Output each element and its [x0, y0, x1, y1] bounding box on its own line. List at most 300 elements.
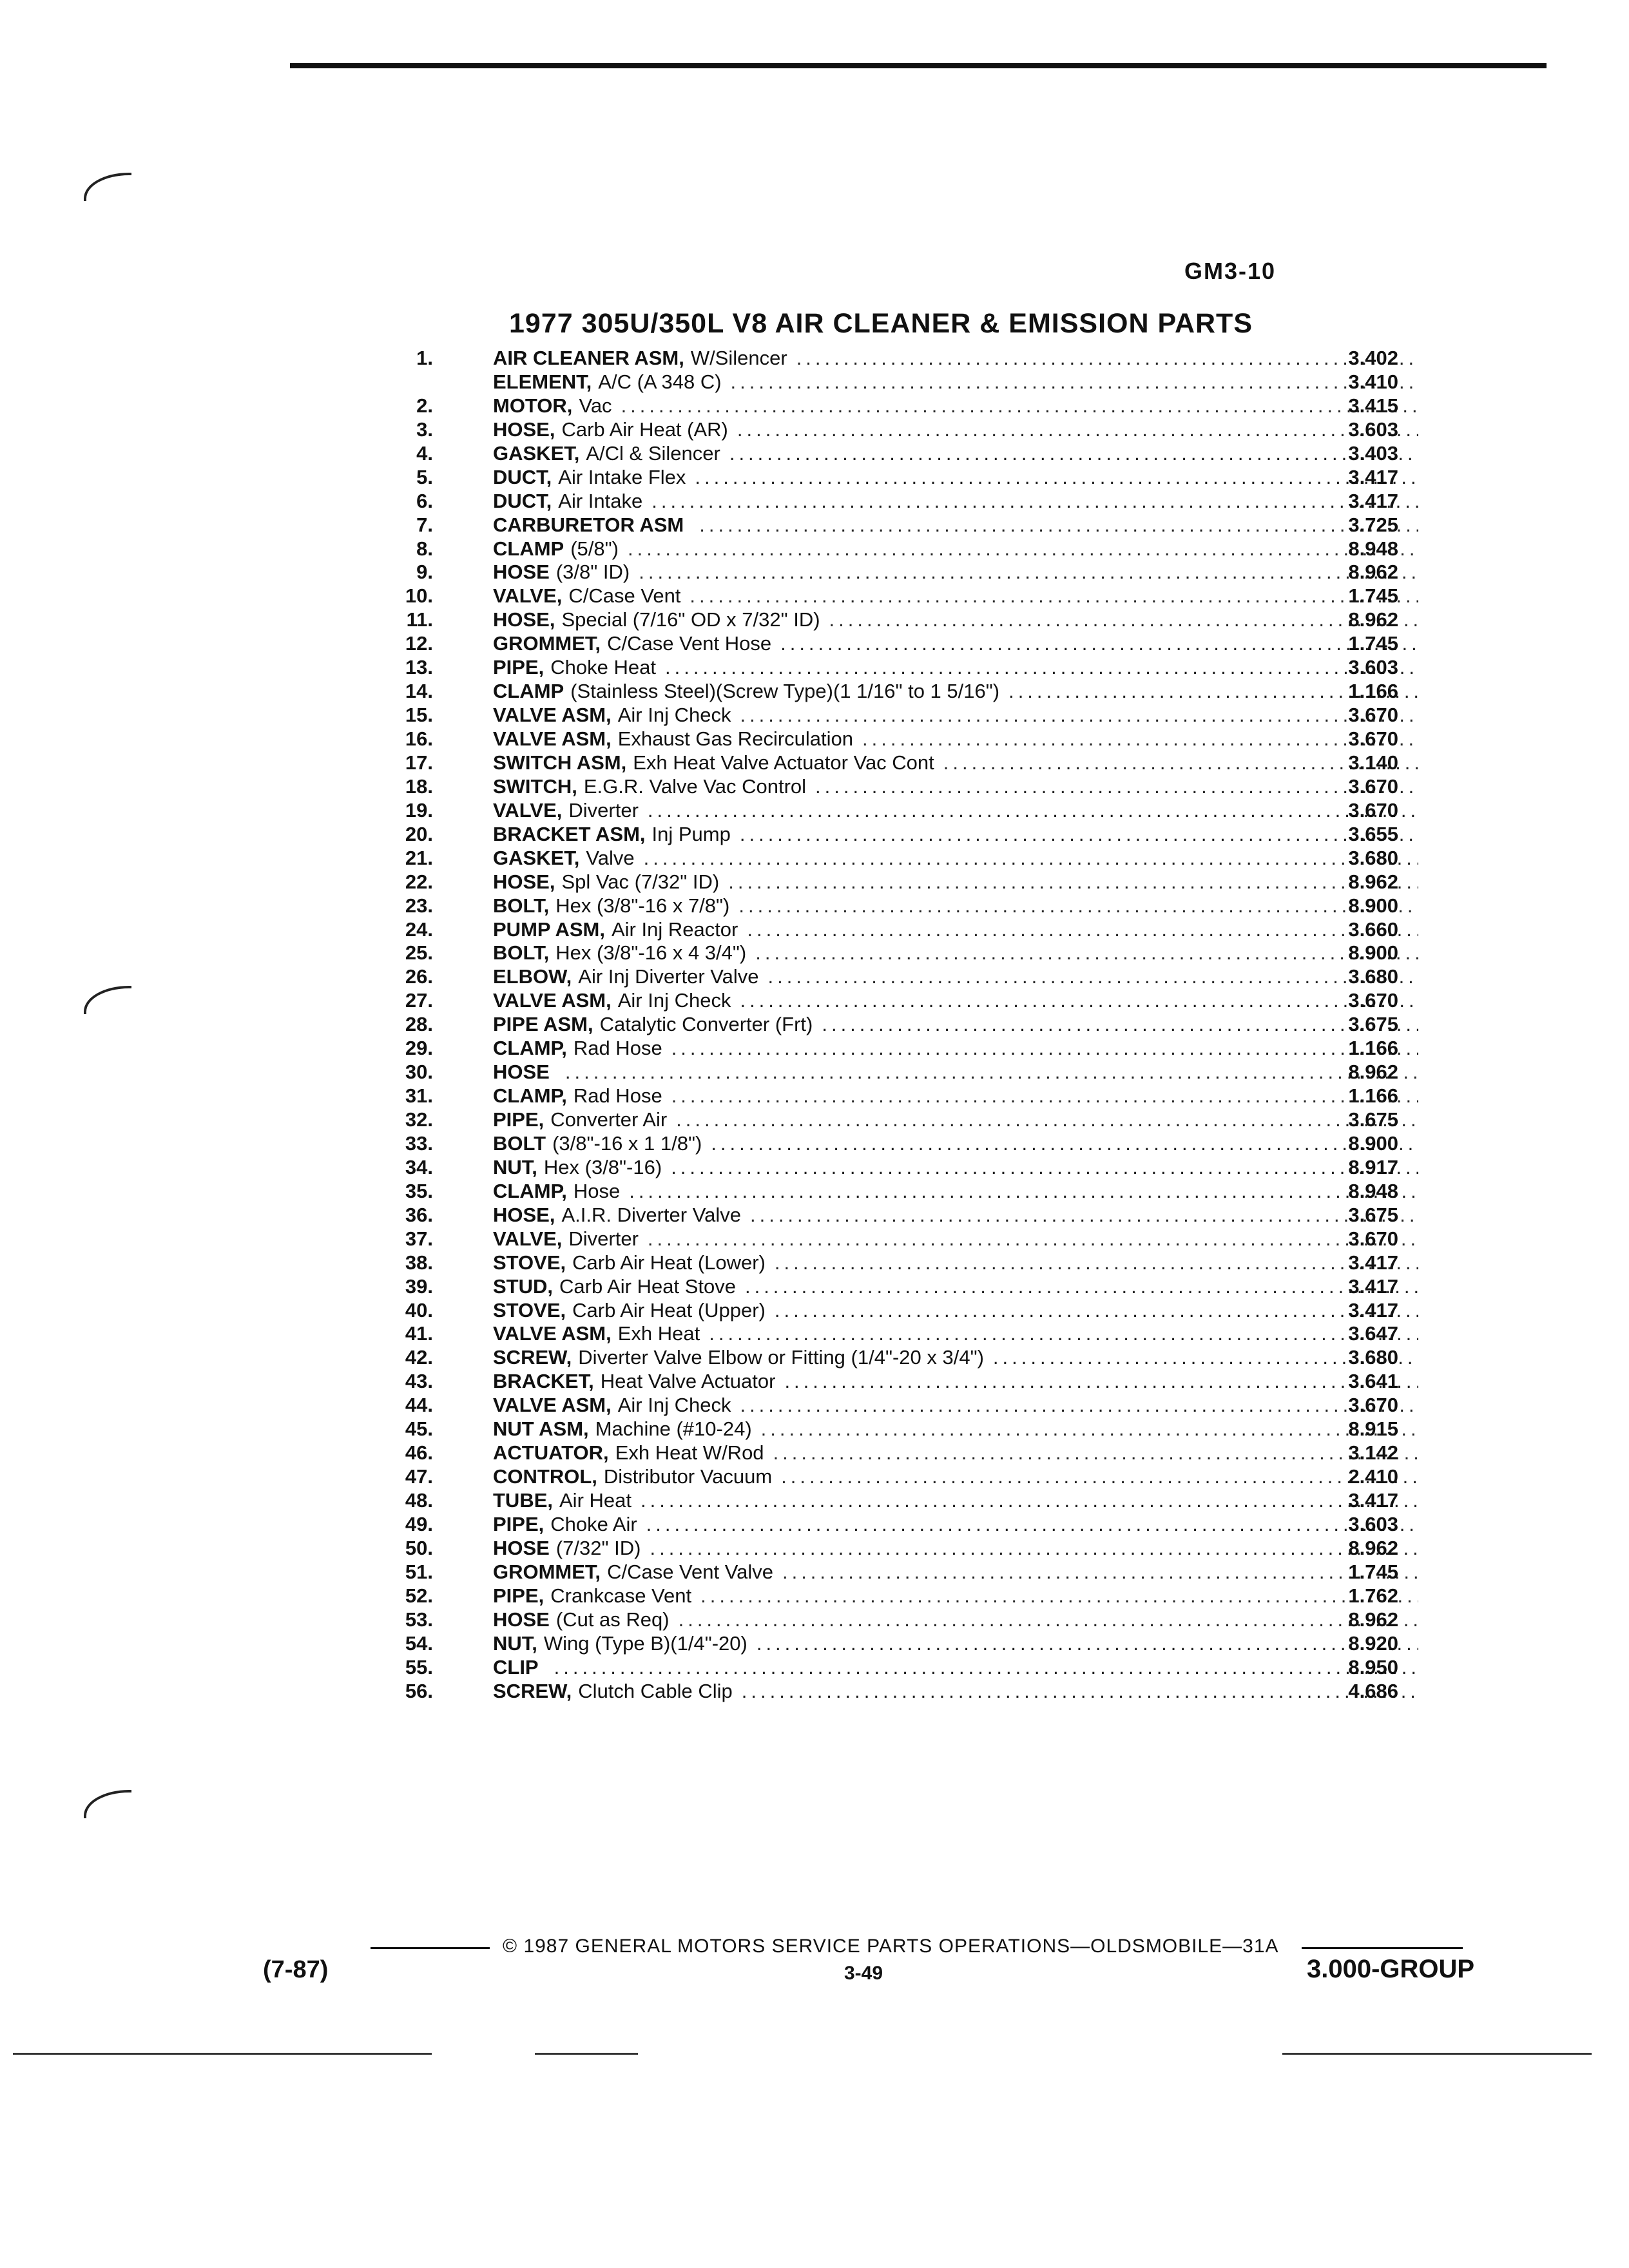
part-name: BRACKET ASM, — [493, 822, 646, 845]
leader-dots — [650, 1537, 1418, 1561]
part-row — [361, 513, 1398, 537]
part-description — [493, 1632, 1427, 1656]
leader-dots — [628, 537, 1418, 561]
part-name: BOLT, — [493, 941, 550, 965]
part-number: 30. — [405, 1061, 433, 1084]
part-description — [493, 1204, 1427, 1227]
group-number: 3.140 — [1348, 751, 1398, 774]
part-spec: A.I.R. Diverter Valve — [561, 1203, 741, 1226]
group-number: 3.402 — [1348, 347, 1398, 369]
group-number: 8.920 — [1348, 1631, 1398, 1655]
bottom-rule — [1282, 2053, 1592, 2055]
part-number: 35. — [405, 1179, 433, 1202]
part-row — [361, 774, 1398, 799]
group-number: 8.900 — [1348, 894, 1398, 917]
group-number: 3.675 — [1348, 1203, 1398, 1226]
part-name: BRACKET, — [493, 1370, 594, 1393]
part-row — [361, 798, 1398, 823]
part-spec: E.G.R. Valve Vac Control — [583, 774, 807, 798]
part-number: 4. — [416, 441, 433, 465]
part-number: 10. — [405, 584, 433, 608]
part-name: HOSE — [493, 561, 550, 584]
part-description — [493, 680, 1427, 704]
part-number: 7. — [416, 513, 433, 536]
part-name: GROMMET, — [493, 1560, 601, 1583]
part-number: 16. — [405, 727, 433, 750]
part-name: NUT, — [493, 1155, 537, 1178]
part-number: 51. — [405, 1560, 433, 1583]
part-spec: Diverter — [568, 1227, 639, 1250]
part-row — [361, 1418, 1398, 1441]
part-row — [361, 1394, 1398, 1418]
part-description — [493, 1346, 1427, 1370]
part-number: 18. — [405, 774, 433, 798]
part-number: 2. — [416, 394, 433, 417]
group-number: 3.417 — [1348, 1489, 1398, 1512]
part-name: CONTROL, — [493, 1465, 597, 1488]
leader-dots — [738, 894, 1418, 918]
part-description — [493, 1441, 1427, 1465]
part-number: 44. — [405, 1394, 433, 1417]
leader-dots — [740, 704, 1418, 727]
part-description — [493, 1513, 1427, 1537]
footer-rule-right — [1302, 1947, 1463, 1949]
part-spec: Clutch Cable Clip — [578, 1679, 733, 1702]
part-description — [493, 965, 1427, 989]
group-number: 1.166 — [1348, 1084, 1398, 1108]
part-name: GASKET, — [493, 846, 580, 869]
leader-dots — [639, 561, 1418, 584]
part-spec: Exhaust Gas Recirculation — [617, 727, 853, 750]
part-number: 22. — [405, 870, 433, 893]
part-spec: (7/32" ID) — [555, 1536, 641, 1559]
part-number: 20. — [405, 822, 433, 845]
part-description — [493, 823, 1427, 847]
part-number: 45. — [405, 1418, 433, 1441]
part-number: 6. — [416, 489, 433, 512]
group-number: 4.686 — [1348, 1679, 1398, 1702]
part-description — [493, 989, 1427, 1013]
part-row — [361, 1370, 1398, 1394]
part-row — [361, 537, 1398, 561]
part-description — [493, 847, 1427, 870]
part-number: 49. — [405, 1512, 433, 1535]
part-number: 14. — [405, 680, 433, 703]
group-number: 8.962 — [1348, 561, 1398, 584]
part-name: CLAMP — [493, 537, 564, 560]
part-name: PIPE ASM, — [493, 1013, 593, 1036]
group-number: 3.417 — [1348, 1298, 1398, 1321]
part-row — [361, 489, 1398, 514]
leader-dots — [761, 1418, 1418, 1441]
part-spec: (Cut as Req) — [555, 1608, 670, 1631]
part-number: 41. — [405, 1322, 433, 1345]
part-name: HOSE, — [493, 418, 555, 441]
part-row — [361, 704, 1398, 727]
part-description — [493, 1108, 1427, 1132]
leader-dots — [700, 1584, 1418, 1608]
part-row — [361, 394, 1398, 418]
part-description — [493, 751, 1427, 775]
part-spec: (3/8" ID) — [555, 561, 630, 584]
part-row — [361, 608, 1398, 632]
part-name: CLAMP, — [493, 1037, 567, 1060]
part-row — [361, 418, 1398, 442]
part-number: 21. — [405, 846, 433, 869]
leader-dots — [740, 1394, 1418, 1418]
leader-dots — [665, 656, 1418, 680]
leader-dots — [695, 466, 1418, 490]
part-spec: Hose — [573, 1179, 621, 1202]
part-name: STUD, — [493, 1274, 553, 1298]
part-spec: Hex (3/8"-16 x 7/8") — [555, 894, 730, 917]
leader-dots — [740, 989, 1418, 1013]
part-name: VALVE, — [493, 584, 563, 608]
part-name: BOLT — [493, 1131, 546, 1155]
group-number: 3.417 — [1348, 489, 1398, 512]
part-spec: C/Case Vent Valve — [607, 1560, 773, 1583]
part-description — [493, 514, 1427, 537]
part-name: CARBURETOR ASM — [493, 513, 684, 536]
footer-rule-left — [371, 1947, 490, 1949]
part-description — [493, 1394, 1427, 1418]
part-description — [493, 727, 1427, 751]
part-number: 34. — [405, 1155, 433, 1178]
part-row — [361, 1227, 1398, 1251]
part-description — [493, 1608, 1427, 1632]
group-number: 8.917 — [1348, 1155, 1398, 1178]
part-row — [361, 465, 1398, 490]
part-row — [361, 1560, 1398, 1584]
part-number: 5. — [416, 465, 433, 488]
margin-mark — [84, 173, 131, 201]
part-number: 53. — [405, 1608, 433, 1631]
part-number: 46. — [405, 1441, 433, 1465]
part-description — [493, 1465, 1427, 1489]
part-row — [361, 632, 1398, 656]
part-description — [493, 1656, 1427, 1680]
part-number: 40. — [405, 1298, 433, 1321]
leader-dots — [644, 847, 1418, 870]
part-spec: Carb Air Heat (Upper) — [572, 1298, 766, 1321]
part-number: 11. — [406, 608, 433, 631]
part-row — [361, 1131, 1398, 1156]
part-name: HOSE, — [493, 870, 555, 893]
parts-list — [361, 347, 1398, 1703]
part-name: TUBE, — [493, 1489, 553, 1512]
part-row — [361, 680, 1398, 704]
group-number: 8.948 — [1348, 1179, 1398, 1202]
part-description — [493, 1299, 1427, 1323]
group-number: 8.962 — [1348, 870, 1398, 893]
part-row — [361, 1465, 1398, 1489]
part-number: 33. — [405, 1131, 433, 1155]
part-spec: Machine (#10-24) — [595, 1418, 752, 1441]
margin-mark — [84, 1790, 131, 1818]
group-number: 2.410 — [1348, 1465, 1398, 1488]
part-description — [493, 1489, 1427, 1513]
part-spec: A/Cl & Silencer — [586, 441, 720, 465]
footer-date-code: (7-87) — [263, 1956, 329, 1983]
part-number: 56. — [405, 1679, 433, 1702]
leader-dots — [679, 1608, 1418, 1632]
part-row — [361, 1251, 1398, 1275]
group-number: 1.745 — [1348, 632, 1398, 655]
part-name: ELEMENT, — [493, 370, 592, 393]
group-number: 8.900 — [1348, 1131, 1398, 1155]
group-number: 1.745 — [1348, 584, 1398, 608]
part-number: 15. — [405, 704, 433, 727]
part-description — [493, 870, 1427, 894]
part-name: CLAMP, — [493, 1084, 567, 1108]
part-row — [361, 1346, 1398, 1370]
part-description — [493, 466, 1427, 490]
group-number: 1.166 — [1348, 680, 1398, 703]
footer-group: 3.000-GROUP — [1307, 1955, 1475, 1983]
group-number: 8.962 — [1348, 1608, 1398, 1631]
leader-dots — [676, 1108, 1418, 1132]
part-spec: Carb Air Heat (AR) — [561, 418, 728, 441]
part-spec: Hex (3/8"-16) — [543, 1155, 662, 1178]
group-number: 3.410 — [1348, 370, 1398, 393]
part-spec: Choke Heat — [550, 656, 656, 679]
leader-dots — [621, 394, 1418, 418]
group-number: 3.670 — [1348, 1227, 1398, 1250]
part-row — [361, 989, 1398, 1013]
leader-dots — [641, 1489, 1418, 1513]
part-spec: Valve — [586, 846, 635, 869]
part-description — [493, 1180, 1427, 1204]
part-description — [493, 894, 1427, 918]
part-description — [493, 775, 1427, 799]
page-title: 1977 305U/350L V8 AIR CLEANER & EMISSION PARTS — [509, 308, 1253, 339]
part-number: 23. — [405, 894, 433, 917]
part-number: 3. — [416, 418, 433, 441]
part-row — [361, 1013, 1398, 1037]
part-number: 26. — [405, 965, 433, 988]
part-number: 9. — [416, 561, 433, 584]
part-row — [361, 1061, 1398, 1084]
group-number: 3.670 — [1348, 774, 1398, 798]
leader-dots — [648, 799, 1418, 823]
part-spec: A/C (A 348 C) — [598, 370, 722, 393]
group-number: 3.680 — [1348, 1346, 1398, 1369]
part-spec: Wing (Type B)(1/4"-20) — [543, 1631, 747, 1655]
part-row — [361, 561, 1398, 584]
part-number: 12. — [405, 632, 433, 655]
group-number: 8.900 — [1348, 941, 1398, 965]
part-name: SCREW, — [493, 1346, 572, 1369]
part-row — [361, 751, 1398, 775]
part-name: GROMMET, — [493, 632, 601, 655]
part-description — [493, 1084, 1427, 1108]
part-row — [361, 1536, 1398, 1561]
part-description — [493, 1156, 1427, 1180]
part-name: MOTOR, — [493, 394, 573, 417]
part-spec: Exh Heat Valve Actuator Vac Cont — [633, 751, 934, 774]
part-spec: Spl Vac (7/32" ID) — [561, 870, 720, 893]
part-name: VALVE ASM, — [493, 727, 612, 750]
part-description — [493, 1132, 1427, 1156]
part-row — [361, 656, 1398, 680]
part-spec: Diverter — [568, 798, 639, 822]
part-spec: Distributor Vacuum — [603, 1465, 773, 1488]
part-name: PUMP ASM, — [493, 918, 605, 941]
part-spec: Catalytic Converter (Frt) — [599, 1013, 813, 1036]
part-row — [361, 1203, 1398, 1227]
part-description — [493, 656, 1427, 680]
part-row — [361, 1584, 1398, 1608]
part-row — [361, 584, 1398, 608]
part-number: 50. — [405, 1536, 433, 1559]
part-name: PIPE, — [493, 1584, 545, 1607]
part-number: 25. — [405, 941, 433, 965]
leader-dots — [554, 1656, 1418, 1680]
leader-dots — [750, 1204, 1418, 1227]
part-spec: Air Inj Reactor — [611, 918, 738, 941]
part-description — [493, 1680, 1427, 1704]
leader-dots — [711, 1132, 1418, 1156]
part-spec: (3/8"-16 x 1 1/8") — [552, 1131, 702, 1155]
part-name: ELBOW, — [493, 965, 572, 988]
part-description — [493, 1418, 1427, 1441]
part-description — [493, 418, 1427, 442]
part-row — [361, 1298, 1398, 1323]
part-name: STOVE, — [493, 1298, 566, 1321]
part-number: 28. — [405, 1013, 433, 1036]
leader-dots — [742, 1680, 1418, 1704]
leader-dots — [755, 941, 1418, 965]
part-row — [361, 894, 1398, 918]
group-number: 8.962 — [1348, 608, 1398, 631]
group-number: 3.417 — [1348, 1274, 1398, 1298]
group-number: 8.962 — [1348, 1061, 1398, 1084]
group-number: 3.647 — [1348, 1322, 1398, 1345]
part-number: 48. — [405, 1489, 433, 1512]
margin-mark — [84, 986, 131, 1014]
leader-dots — [747, 918, 1418, 942]
group-number: 1.745 — [1348, 1560, 1398, 1583]
part-spec: Inj Pump — [651, 822, 731, 845]
part-name: HOSE — [493, 1061, 550, 1084]
part-name: CLAMP, — [493, 1179, 567, 1202]
part-spec: C/Case Vent Hose — [607, 632, 772, 655]
leader-dots — [737, 418, 1418, 442]
part-name: SWITCH, — [493, 774, 577, 798]
leader-dots — [729, 442, 1418, 466]
part-name: VALVE ASM, — [493, 1394, 612, 1417]
part-row — [361, 1274, 1398, 1299]
part-description — [493, 537, 1427, 561]
part-spec: W/Silencer — [690, 347, 787, 369]
part-number: 27. — [405, 989, 433, 1012]
part-name: CLIP — [493, 1655, 539, 1678]
part-spec: Rad Hose — [573, 1037, 662, 1060]
bottom-rule — [535, 2053, 638, 2055]
part-name: PIPE, — [493, 656, 545, 679]
part-number: 32. — [405, 1108, 433, 1131]
part-name: BOLT, — [493, 894, 550, 917]
part-spec: Air Inj Diverter Valve — [578, 965, 759, 988]
part-row — [361, 1037, 1398, 1061]
footer-page-number: 3-49 — [844, 1963, 883, 1984]
part-spec: Special (7/16" OD x 7/32" ID) — [561, 608, 820, 631]
part-spec: (5/8") — [570, 537, 619, 560]
leader-dots — [689, 584, 1418, 608]
part-name: GASKET, — [493, 441, 580, 465]
part-description — [493, 490, 1427, 514]
part-name: CLAMP — [493, 680, 564, 703]
part-spec: Crankcase Vent — [550, 1584, 692, 1607]
leader-dots — [740, 823, 1418, 847]
group-number: 3.675 — [1348, 1013, 1398, 1036]
leader-dots — [648, 1227, 1418, 1251]
part-number: 54. — [405, 1631, 433, 1655]
top-rule — [290, 63, 1547, 68]
footer-copyright: © 1987 GENERAL MOTORS SERVICE PARTS OPERATIONS—OLDSMOBILE—31A — [503, 1936, 1279, 1957]
part-number: 19. — [405, 798, 433, 822]
section-code: GM3-10 — [1184, 258, 1277, 284]
leader-dots — [646, 1513, 1418, 1537]
part-row — [361, 822, 1398, 847]
group-number: 3.675 — [1348, 1108, 1398, 1131]
part-name: AIR CLEANER ASM, — [493, 347, 684, 369]
group-number: 8.948 — [1348, 537, 1398, 560]
part-number: 36. — [405, 1203, 433, 1226]
group-number: 8.915 — [1348, 1418, 1398, 1441]
part-number: 52. — [405, 1584, 433, 1607]
part-spec: Carb Air Heat Stove — [559, 1274, 736, 1298]
leader-dots — [671, 1084, 1418, 1108]
part-spec: (Stainless Steel)(Screw Type)(1 1/16" to 1 5/16") — [570, 680, 1000, 703]
leader-dots — [731, 370, 1418, 394]
part-name: NUT, — [493, 1631, 537, 1655]
part-row — [361, 965, 1398, 989]
part-number: 8. — [416, 537, 433, 560]
part-name: VALVE ASM, — [493, 704, 612, 727]
part-spec: Air Intake Flex — [558, 465, 686, 488]
bottom-rule — [13, 2053, 432, 2055]
group-number: 3.680 — [1348, 846, 1398, 869]
part-row — [361, 1655, 1398, 1680]
group-number: 3.670 — [1348, 704, 1398, 727]
part-spec: Carb Air Heat (Lower) — [572, 1251, 766, 1274]
part-description — [493, 1037, 1427, 1061]
part-description — [493, 1322, 1427, 1346]
leader-dots — [671, 1156, 1418, 1180]
group-number: 3.725 — [1348, 513, 1398, 536]
part-spec: Air Inj Check — [617, 704, 731, 727]
part-description — [493, 1013, 1427, 1037]
part-spec: Air Heat — [559, 1489, 631, 1512]
part-spec: Vac — [579, 394, 612, 417]
group-number: 3.670 — [1348, 1394, 1398, 1417]
part-name: VALVE ASM, — [493, 989, 612, 1012]
part-spec: Diverter Valve Elbow or Fitting (1/4"-20 x 3/4") — [578, 1346, 984, 1369]
leader-dots — [651, 490, 1418, 514]
part-row — [361, 870, 1398, 894]
part-name: PIPE, — [493, 1512, 545, 1535]
part-row — [361, 1489, 1398, 1513]
part-spec: Air Intake — [558, 489, 643, 512]
part-spec: Converter Air — [550, 1108, 668, 1131]
part-number: 29. — [405, 1037, 433, 1060]
part-name: VALVE ASM, — [493, 1322, 612, 1345]
group-number: 3.655 — [1348, 822, 1398, 845]
part-name: SCREW, — [493, 1679, 572, 1702]
part-description — [493, 347, 1427, 370]
leader-dots — [699, 514, 1418, 537]
